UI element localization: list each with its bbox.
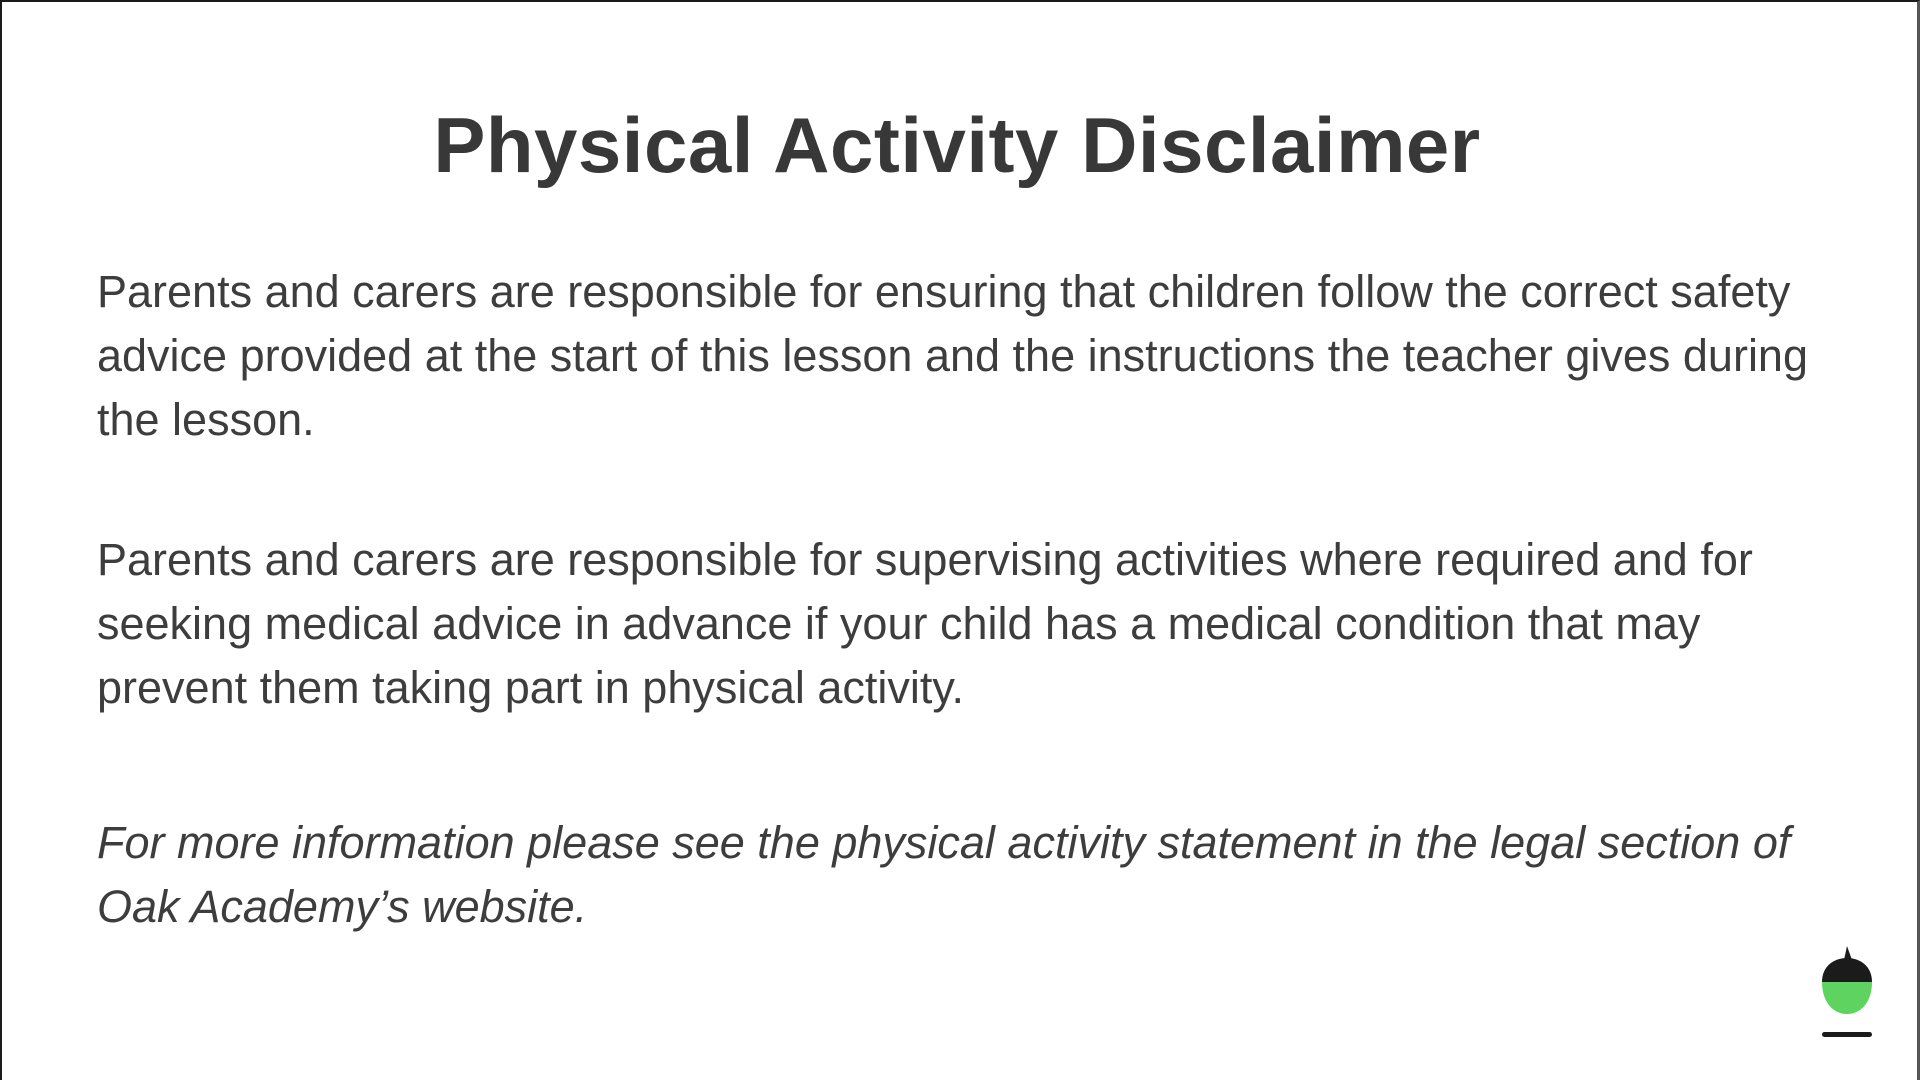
more-information-note: For more information please see the physical activity statement in the legal section of Oak Academy’s website. bbox=[97, 817, 1791, 932]
acorn-base-line bbox=[1822, 1032, 1872, 1037]
acorn-stem bbox=[1844, 946, 1852, 960]
acorn-nut bbox=[1822, 982, 1872, 1014]
acorn-cap bbox=[1822, 958, 1872, 982]
slide-title: Physical Activity Disclaimer bbox=[433, 101, 1481, 189]
disclaimer-paragraph-supervision: Parents and carers are responsible for supervising activities where required and for seeking medical advice in advance if your child has a medical condition that may prevent them taking part in physical activity. bbox=[97, 534, 1753, 713]
disclaimer-paragraph-safety: Parents and carers are responsible for ensuring that children follow the correct safety advice provided at the start of this lesson and the instructions the teacher gives during the lesson. bbox=[97, 266, 1808, 445]
acorn-icon bbox=[1816, 944, 1878, 1044]
